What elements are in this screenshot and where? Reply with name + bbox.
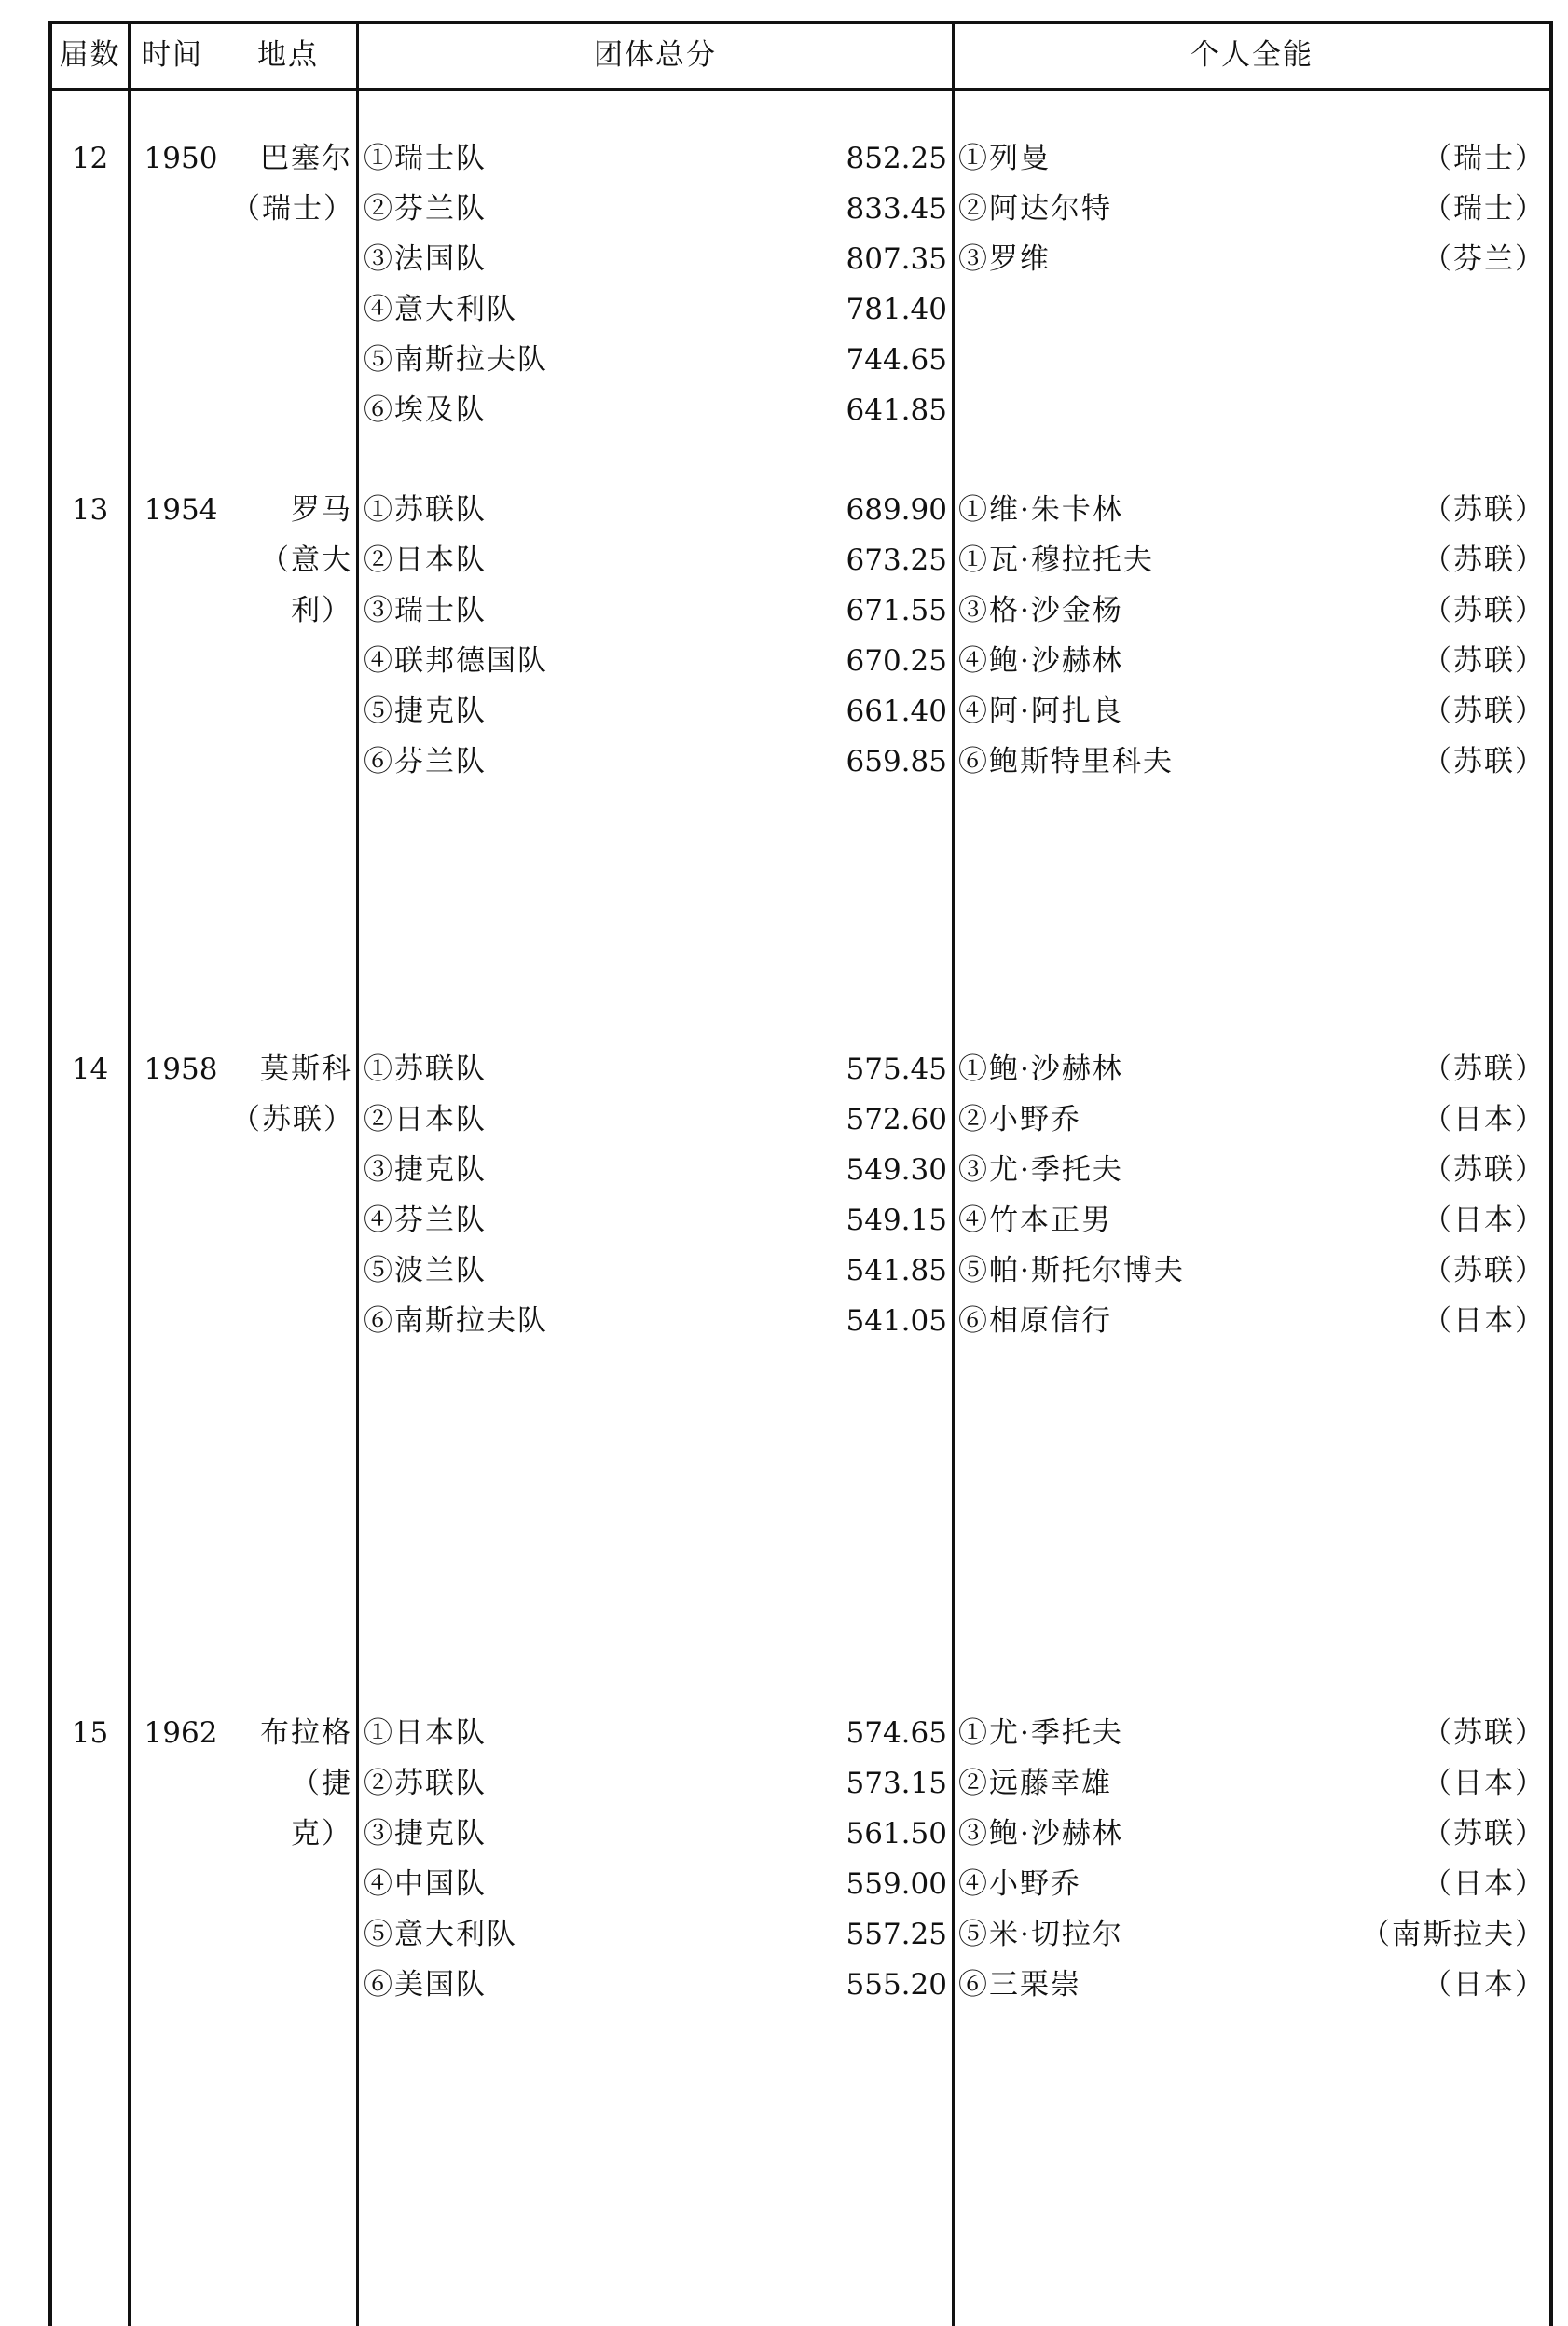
gymnast-name: ⑥三栗崇: [958, 1968, 1081, 2002]
place-line: 巴塞尔: [260, 142, 352, 175]
header-edition: 届数: [59, 38, 121, 72]
team-score: 559.00: [846, 1867, 947, 1901]
gymnast-country: （苏联）: [1423, 1817, 1546, 1851]
team-name: ④联邦德国队: [364, 644, 548, 678]
place-line: （苏联）: [231, 1103, 354, 1136]
team-name: ⑤波兰队: [364, 1254, 487, 1287]
gymnast-country: （苏联）: [1423, 745, 1546, 778]
team-name: ②日本队: [364, 544, 487, 577]
gymnast-country: （日本）: [1423, 1304, 1546, 1338]
gymnast-country: （日本）: [1423, 1204, 1546, 1237]
gymnast-name: ①瓦·穆拉托夫: [958, 544, 1154, 577]
team-name: ①瑞士队: [364, 142, 487, 175]
gymnast-country: （苏联）: [1423, 1716, 1546, 1750]
team-name: ⑤南斯拉夫队: [364, 343, 548, 377]
team-name: ③瑞士队: [364, 594, 487, 627]
gymnast-name: ⑤米·切拉尔: [958, 1918, 1123, 1951]
year: 1962: [144, 1716, 218, 1750]
gymnast-name: ⑤帕·斯托尔博夫: [958, 1254, 1185, 1287]
gymnast-name: ①列曼: [958, 142, 1051, 175]
team-score: 541.85: [846, 1254, 947, 1287]
gymnast-name: ⑥鲍斯特里科夫: [958, 745, 1174, 778]
team-name: ③法国队: [364, 242, 487, 276]
gymnast-name: ③尤·季托夫: [958, 1153, 1123, 1187]
edition-number: 14: [71, 1053, 109, 1086]
gymnast-country: （芬兰）: [1423, 242, 1546, 276]
gymnast-country: （日本）: [1423, 1103, 1546, 1136]
table-top-rule: [48, 21, 1551, 24]
team-score: 557.25: [846, 1918, 947, 1951]
team-name: ⑥芬兰队: [364, 745, 487, 778]
team-score: 549.15: [846, 1204, 947, 1237]
gymnast-country: （苏联）: [1423, 594, 1546, 627]
gymnast-country: （苏联）: [1423, 1153, 1546, 1187]
team-name: ⑤意大利队: [364, 1918, 517, 1951]
column-divider: [48, 21, 52, 2326]
gymnast-country: （苏联）: [1423, 644, 1546, 678]
place-line: （瑞士）: [231, 192, 354, 226]
team-score: 574.65: [846, 1716, 947, 1750]
edition-number: 13: [71, 493, 109, 527]
gymnast-name: ③罗维: [958, 242, 1051, 276]
year: 1950: [144, 142, 218, 175]
place-line: （捷: [291, 1767, 352, 1800]
team-score: 573.15: [846, 1767, 947, 1800]
team-score: 781.40: [846, 293, 947, 326]
gymnast-country: （苏联）: [1423, 695, 1546, 728]
gymnast-country: （苏联）: [1423, 544, 1546, 577]
gymnast-name: ④小野乔: [958, 1867, 1081, 1901]
team-name: ⑥埃及队: [364, 393, 487, 427]
team-name: ⑥南斯拉夫队: [364, 1304, 548, 1338]
gymnast-name: ②远藤幸雄: [958, 1767, 1112, 1800]
place-line: 利）: [291, 594, 352, 627]
gymnast-country: （瑞士）: [1423, 142, 1546, 175]
gymnast-name: ①尤·季托夫: [958, 1716, 1123, 1750]
team-score: 549.30: [846, 1153, 947, 1187]
header-time: 时间: [142, 38, 203, 72]
gymnast-country: （日本）: [1423, 1867, 1546, 1901]
team-score: 541.05: [846, 1304, 947, 1338]
team-score: 561.50: [846, 1817, 947, 1851]
place-line: （意大: [260, 544, 352, 577]
team-name: ②芬兰队: [364, 192, 487, 226]
team-name: ②日本队: [364, 1103, 487, 1136]
team-score: 661.40: [846, 695, 947, 728]
team-name: ③捷克队: [364, 1153, 487, 1187]
gymnast-name: ③格·沙金杨: [958, 594, 1123, 627]
gymnast-name: ④阿·阿扎良: [958, 695, 1123, 728]
team-name: ③捷克队: [364, 1817, 487, 1851]
team-name: ①苏联队: [364, 493, 487, 527]
gymnast-country: （苏联）: [1423, 493, 1546, 527]
team-name: ①苏联队: [364, 1053, 487, 1086]
team-score: 641.85: [846, 393, 947, 427]
place-line: 莫斯科: [260, 1053, 352, 1086]
team-score: 575.45: [846, 1053, 947, 1086]
gymnast-name: ①维·朱卡林: [958, 493, 1123, 527]
gymnast-name: ④鲍·沙赫林: [958, 644, 1123, 678]
team-score: 673.25: [846, 544, 947, 577]
team-name: ①日本队: [364, 1716, 487, 1750]
team-score: 670.25: [846, 644, 947, 678]
team-name: ④意大利队: [364, 293, 517, 326]
team-name: ④芬兰队: [364, 1204, 487, 1237]
place-line: 布拉格: [260, 1716, 352, 1750]
team-score: 572.60: [846, 1103, 947, 1136]
column-divider: [1549, 21, 1553, 2326]
team-score: 807.35: [846, 242, 947, 276]
team-score: 555.20: [846, 1968, 947, 2002]
header-place: 地点: [257, 38, 319, 72]
team-score: 689.90: [846, 493, 947, 527]
gymnast-name: ③鲍·沙赫林: [958, 1817, 1123, 1851]
gymnast-name: ⑥相原信行: [958, 1304, 1112, 1338]
header-bottom-rule: [48, 88, 1551, 91]
team-score: 852.25: [846, 142, 947, 175]
header-team-total: 团体总分: [594, 38, 717, 72]
team-name: ②苏联队: [364, 1767, 487, 1800]
team-name: ⑥美国队: [364, 1968, 487, 2002]
team-score: 833.45: [846, 192, 947, 226]
gymnast-country: （瑞士）: [1423, 192, 1546, 226]
gymnast-name: ④竹本正男: [958, 1204, 1112, 1237]
gymnast-name: ①鲍·沙赫林: [958, 1053, 1123, 1086]
gymnast-country: （日本）: [1423, 1767, 1546, 1800]
gymnast-country: （苏联）: [1423, 1053, 1546, 1086]
gymnast-name: ②小野乔: [958, 1103, 1081, 1136]
edition-number: 12: [71, 142, 109, 175]
year: 1954: [144, 493, 218, 527]
year: 1958: [144, 1053, 218, 1086]
column-divider: [952, 21, 955, 2326]
column-divider: [356, 21, 359, 2326]
team-score: 659.85: [846, 745, 947, 778]
place-line: 克）: [291, 1817, 352, 1851]
gymnast-country: （南斯拉夫）: [1361, 1918, 1546, 1951]
gymnast-country: （苏联）: [1423, 1254, 1546, 1287]
team-score: 671.55: [846, 594, 947, 627]
column-divider: [128, 21, 131, 2326]
team-name: ④中国队: [364, 1867, 487, 1901]
team-score: 744.65: [846, 343, 947, 377]
gymnast-country: （日本）: [1423, 1968, 1546, 2002]
edition-number: 15: [71, 1716, 109, 1750]
header-individual-all-around: 个人全能: [1190, 38, 1314, 72]
team-name: ⑤捷克队: [364, 695, 487, 728]
place-line: 罗马: [291, 493, 352, 527]
gymnast-name: ②阿达尔特: [958, 192, 1112, 226]
